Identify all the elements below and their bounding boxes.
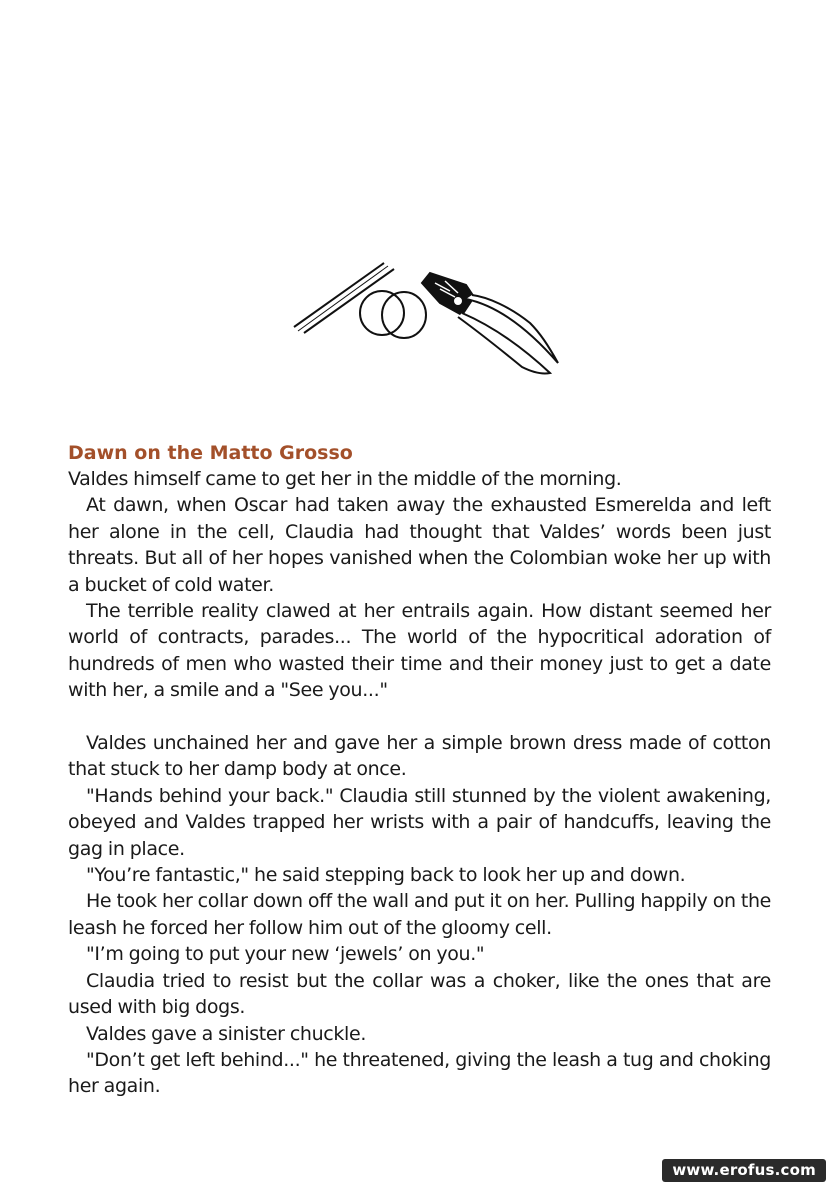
paragraph: Claudia tried to resist but the collar was a choker, like the ones that are used with big dogs. — [68, 969, 771, 1019]
watermark: www.erofus.com — [662, 1159, 826, 1182]
pliers-rings-needles-icon — [290, 255, 565, 380]
paragraph: Valdes gave a sinister chuckle. — [86, 1022, 367, 1045]
paragraph: Valdes unchained her and gave her a simple brown dress made of cotton that stuck to her damp body at once. — [68, 732, 771, 781]
paragraph: "Hands behind your back." Claudia still stunned by the violent awakening, obeyed and Valdes trapped her wrists with a pair of handcuffs, leaving the gag in place. — [68, 784, 771, 860]
paragraph: At dawn, when Oscar had taken away the exhausted Esmerelda and left her alone in the cell, Claudia had thought that Valdes’ words been just threats. But all of her hopes vanished when the Colombian woke her up with a bucket of cold water. — [68, 494, 771, 596]
paragraph: The terrible reality clawed at her entrails again. How distant seemed her world of contracts, parades... The world of the hypocritical adoration of hundreds of men who wasted their time and their money just to get a date with her, a smile and a "See you..." — [68, 600, 771, 702]
document-body — [68, 440, 771, 1100]
chapter-title: Dawn on the Matto Grosso — [68, 442, 353, 464]
paragraph: "I’m going to put your new ‘jewels’ on you." — [86, 943, 485, 966]
paragraph: "Don’t get left behind..." he threatened, giving the leash a tug and choking her again. — [68, 1048, 771, 1098]
paragraph: "You’re fantastic," he said stepping back to look her up and down. — [86, 864, 686, 887]
paragraph: He took her collar down off the wall and put it on her. Pulling happily on the leash he forced her follow him out of the gloomy cell. — [68, 890, 771, 939]
paragraph: Valdes himself came to get her in the middle of the morning. — [68, 468, 622, 490]
